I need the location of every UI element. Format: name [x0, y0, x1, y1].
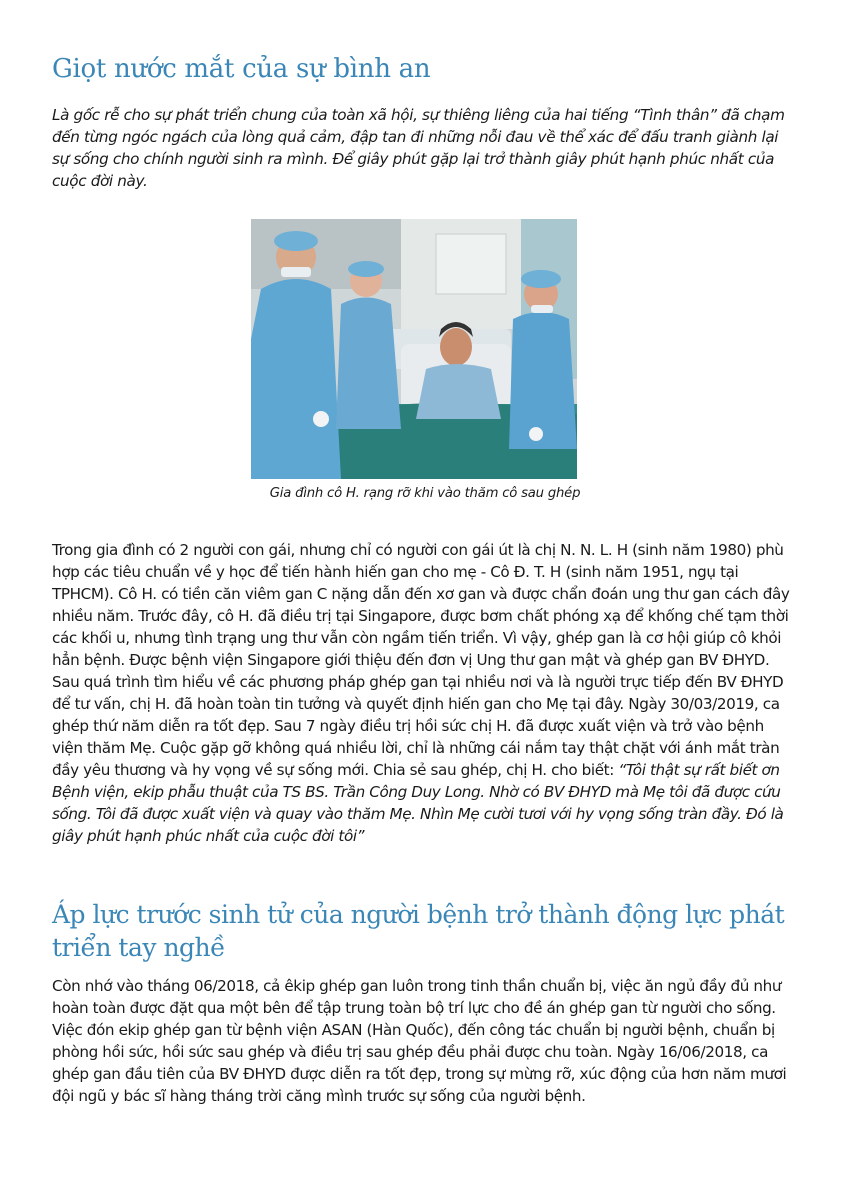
- photo-caption: Gia đình cô H. rạng rỡ khi vào thăm cô sau ghép: [269, 486, 581, 501]
- body-paragraph-2: Còn nhớ vào tháng 06/2018, cả êkip ghép gan luôn trong tinh thần chuẩn bị, việc ăn ngủ đầy đủ như hoàn toàn được đặt qua một bên để tập trung toàn bộ trí lực cho đề án ghép gan từ người cho sống. Việc đón ekip ghép gan từ bệnh viện ASAN (Hàn Quốc), đến công tác chuẩn bị người bệnh, chuẩn bị phòng hồi sức, hồi sức sau ghép và điều trị sau ghép đều phải được chu toàn. Ngày 16/06/2018, ca ghép gan đầu tiên của BV ĐHYD được diễn ra tốt đẹp, trong sự mừng rỡ, xúc động của hơn năm mươi đội ngũ y bác sĩ hàng tháng trời căng mình trước sự sống của người bệnh.: [52, 977, 787, 1105]
- hospital-photo: [251, 219, 577, 479]
- body-paragraph-1: [52, 539, 798, 847]
- section-title-2: Áp lực trước sinh tử của người bệnh trở thành động lực phát triển tay nghề: [52, 900, 785, 962]
- section-title-1: Giọt nước mắt của sự bình an: [52, 54, 431, 84]
- quote-text: “Tôi thật sự rất biết ơn Bệnh viện, ekip phẫu thuật của TS BS. Trần Công Duy Long. Nhờ có BV ĐHYD mà Mẹ tôi đã được cứu sống. Tôi đã được xuất viện và quay vào thăm Mẹ. Nhìn Mẹ cười tươi với hy vọng sống tràn đầy. Đó là giây phút hạnh phúc nhất của cuộc đời tôi”: [52, 761, 784, 845]
- body-text: Trong gia đình có 2 người con gái, nhưng chỉ có người con gái út là chị N. N. L. H (sinh năm 1980) phù hợp các tiêu chuẩn về y học để tiến hành hiến gan cho mẹ - Cô Đ. T. H (sinh năm 1951, ngụ tại TPHCM). Cô H. có tiền căn viêm gan C nặng dẫn đến xơ gan và được chẩn đoán ung thư gan cách đây nhiều năm. Trước đây, cô H. đã điều trị tại Singapore, được bơm chất phóng xạ để khống chế tạm thời các khối u, nhưng tình trạng ung thư vẫn còn ngầm tiến triển. Vì vậy, ghép gan là cơ hội giúp cô khỏi hẳn bệnh. Được bệnh viện Singapore giới thiệu đến đơn vị Ung thư gan mật và ghép gan BV ĐHYD. Sau quá trình tìm hiểu về các phương pháp ghép gan tại nhiều nơi và là người trực tiếp đến BV ĐHYD để tư vấn, chị H. đã hoàn toàn tin tưởng và quyết định hiến gan cho Mẹ tại đây. Ngày 30/03/2019, ca ghép thứ năm diễn ra tốt đẹp. Sau 7 ngày điều trị hồi sức chị H. đã được xuất viện và trở vào bệnh viện thăm Mẹ. Cuộc gặp gỡ không quá nhiều lời, chỉ là những cái nắm tay thật chặt với ánh mắt tràn đầy yêu thương và hy vọng về sự sống mới. Chia sẻ sau ghép, chị H. cho biết:: [52, 541, 790, 779]
- lead-paragraph: Là gốc rễ cho sự phát triển chung của toàn xã hội, sự thiêng liêng của hai tiếng “Tình thân” đã chạm đến từng ngóc ngách của lòng quả cảm, đập tan đi những nỗi đau về thể xác để đấu tranh giành lại sự sống cho chính người sinh ra mình. Để giây phút gặp lại trở thành giây phút hạnh phúc nhất của cuộc đời này.: [52, 106, 785, 190]
